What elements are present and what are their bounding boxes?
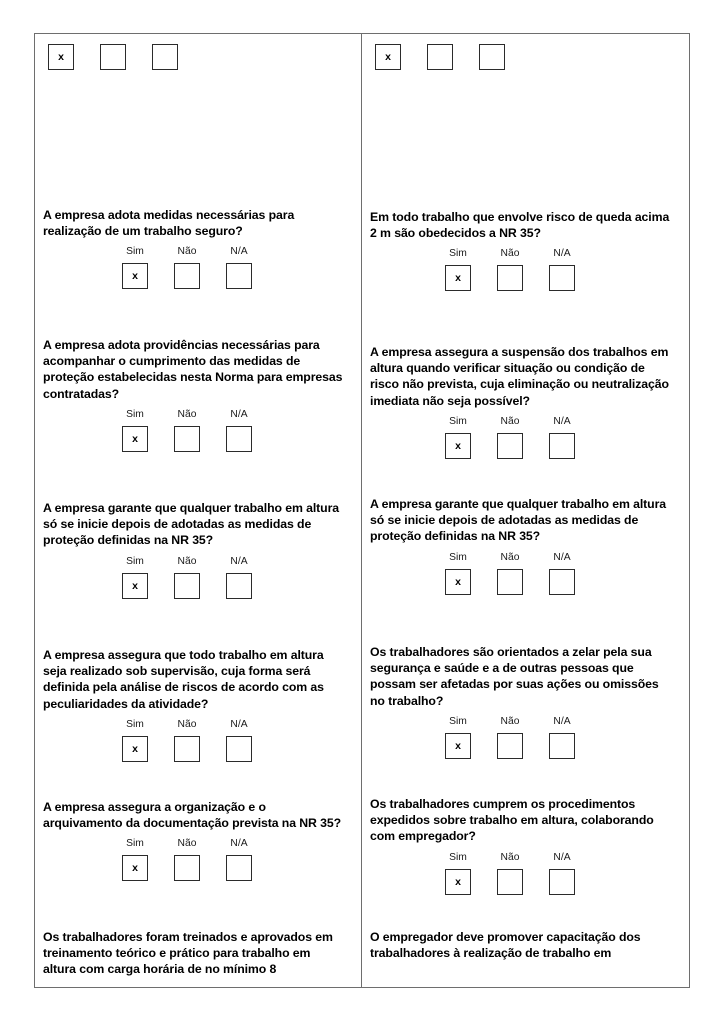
question-text: A empresa assegura a organização e o arquivamento da documentação prevista na NR 35? bbox=[43, 800, 342, 831]
checkbox-sim[interactable] bbox=[122, 736, 148, 762]
checkbox-nao[interactable] bbox=[174, 426, 200, 452]
question-text: A empresa adota medidas necessárias para realização de um trabalho seguro? bbox=[43, 208, 295, 239]
checklist-column-left bbox=[35, 34, 362, 987]
question-block-truncated bbox=[362, 929, 689, 961]
answer-cell-sim bbox=[432, 415, 484, 459]
checkbox-sim[interactable] bbox=[375, 44, 401, 70]
checkbox-nao[interactable] bbox=[174, 855, 200, 881]
question-block bbox=[35, 207, 361, 289]
checkbox-sim[interactable] bbox=[445, 433, 471, 459]
checkbox-mark: x bbox=[132, 270, 138, 283]
answer-label-sim: Sim bbox=[126, 718, 144, 730]
answer-cell-nao bbox=[87, 44, 139, 70]
checkbox-mark: x bbox=[455, 272, 461, 285]
question-block bbox=[362, 496, 689, 595]
question-block-truncated bbox=[35, 929, 361, 978]
answer-cell-sim bbox=[362, 44, 414, 70]
checklist-column-right bbox=[362, 34, 689, 987]
answer-cell-sim bbox=[432, 247, 484, 291]
answer-cell-sim bbox=[109, 555, 161, 599]
answer-label-nao: Não bbox=[177, 838, 197, 850]
answer-cell-na bbox=[536, 715, 588, 759]
question-block bbox=[35, 337, 361, 452]
answer-label-na: N/A bbox=[553, 248, 571, 260]
checkbox-mark: x bbox=[455, 875, 461, 888]
checkbox-nao[interactable] bbox=[497, 433, 523, 459]
checkbox-na[interactable] bbox=[549, 433, 575, 459]
checkbox-na[interactable] bbox=[152, 44, 178, 70]
answer-group bbox=[109, 245, 353, 289]
answer-label-nao: Não bbox=[500, 851, 520, 863]
answer-label-na: N/A bbox=[553, 715, 571, 727]
answer-label-na: N/A bbox=[230, 718, 248, 730]
question-text: A empresa garante que qualquer trabalho em altura só se inicie depois de adotadas as medidas de proteção definidas na NR 35? bbox=[370, 497, 667, 544]
question-text: Em todo trabalho que envolve risco de queda acima 2 m são obedecidos a NR 35? bbox=[370, 210, 670, 241]
checkbox-nao[interactable] bbox=[174, 573, 200, 599]
answer-cell-nao bbox=[161, 837, 213, 881]
answer-label-sim: Sim bbox=[126, 408, 144, 420]
answer-label-nao: Não bbox=[500, 415, 520, 427]
answer-label-na: N/A bbox=[230, 555, 248, 567]
question-block bbox=[362, 209, 689, 291]
checkbox-sim[interactable] bbox=[445, 265, 471, 291]
checkbox-nao[interactable] bbox=[497, 265, 523, 291]
checkbox-na[interactable] bbox=[226, 426, 252, 452]
checkbox-sim[interactable] bbox=[48, 44, 74, 70]
answer-label-na: N/A bbox=[230, 838, 248, 850]
checkbox-sim[interactable] bbox=[445, 869, 471, 895]
answer-group bbox=[432, 415, 681, 459]
answer-cell-nao bbox=[484, 247, 536, 291]
answer-cell-sim bbox=[432, 851, 484, 895]
answer-cell-na bbox=[213, 408, 265, 452]
answer-cell-na bbox=[139, 44, 191, 70]
question-block bbox=[362, 344, 689, 459]
checkbox-na[interactable] bbox=[226, 263, 252, 289]
answer-cell-na bbox=[536, 851, 588, 895]
question-block bbox=[35, 647, 361, 762]
answer-cell-na bbox=[536, 551, 588, 595]
answer-label-nao: Não bbox=[500, 551, 520, 563]
answer-group bbox=[109, 718, 353, 762]
answer-label-nao: Não bbox=[177, 408, 197, 420]
answer-cell-nao bbox=[161, 245, 213, 289]
answer-cell-nao bbox=[484, 415, 536, 459]
checkbox-mark: x bbox=[132, 579, 138, 592]
answer-label-sim: Sim bbox=[449, 415, 467, 427]
checkbox-mark: x bbox=[455, 439, 461, 452]
answer-label-na: N/A bbox=[553, 415, 571, 427]
answer-cell-sim bbox=[109, 837, 161, 881]
answer-cell-nao bbox=[484, 851, 536, 895]
answer-label-sim: Sim bbox=[449, 851, 467, 863]
answer-label-na: N/A bbox=[230, 246, 248, 258]
checkbox-sim[interactable] bbox=[122, 573, 148, 599]
checkbox-nao[interactable] bbox=[427, 44, 453, 70]
checkbox-sim[interactable] bbox=[122, 426, 148, 452]
answer-label-na: N/A bbox=[553, 551, 571, 563]
checkbox-nao[interactable] bbox=[100, 44, 126, 70]
checkbox-sim[interactable] bbox=[122, 855, 148, 881]
question-block bbox=[362, 644, 689, 759]
question-text: Os trabalhadores foram treinados e aprovados em treinamento teórico e prático para trabalho em altura com carga horária de no mínimo 8 bbox=[43, 930, 333, 977]
checkbox-nao[interactable] bbox=[174, 263, 200, 289]
question-block bbox=[362, 796, 689, 895]
answer-cell-na bbox=[213, 245, 265, 289]
answer-cell-sim bbox=[109, 408, 161, 452]
answer-cell-sim bbox=[109, 718, 161, 762]
answer-label-na: N/A bbox=[230, 408, 248, 420]
answer-group bbox=[432, 247, 681, 291]
checkbox-mark: x bbox=[455, 575, 461, 588]
answer-group bbox=[109, 555, 353, 599]
checkbox-na[interactable] bbox=[549, 869, 575, 895]
checkbox-mark: x bbox=[385, 50, 391, 63]
checkbox-na[interactable] bbox=[549, 265, 575, 291]
answer-label-nao: Não bbox=[177, 718, 197, 730]
question-text: A empresa adota providências necessárias para acompanhar o cumprimento das medidas de proteção estabelecidas nesta Norma para empresas contratadas? bbox=[43, 338, 343, 401]
answer-label-sim: Sim bbox=[126, 838, 144, 850]
checkbox-nao[interactable] bbox=[497, 569, 523, 595]
answer-cell-na bbox=[213, 555, 265, 599]
answer-cell-sim bbox=[432, 715, 484, 759]
checkbox-sim[interactable] bbox=[445, 733, 471, 759]
answer-cell-sim bbox=[432, 551, 484, 595]
answer-cell-nao bbox=[161, 408, 213, 452]
checkbox-mark: x bbox=[132, 432, 138, 445]
answer-label-na: N/A bbox=[553, 851, 571, 863]
answer-group bbox=[35, 44, 361, 70]
checkbox-mark: x bbox=[455, 739, 461, 752]
answer-label-sim: Sim bbox=[126, 246, 144, 258]
question-block bbox=[35, 799, 361, 881]
answer-group bbox=[109, 837, 353, 881]
answer-group bbox=[362, 44, 689, 70]
answer-cell-nao bbox=[484, 551, 536, 595]
answer-cell-na bbox=[213, 837, 265, 881]
question-text: A empresa assegura que todo trabalho em altura seja realizado sob supervisão, cuja forma será definida pela análise de riscos de acordo com as peculiaridades da atividade? bbox=[43, 648, 324, 711]
checkbox-mark: x bbox=[132, 742, 138, 755]
checkbox-na[interactable] bbox=[549, 733, 575, 759]
answer-cell-nao bbox=[161, 718, 213, 762]
answer-cell-na bbox=[466, 44, 518, 70]
answer-cell-nao bbox=[161, 555, 213, 599]
answer-label-sim: Sim bbox=[126, 555, 144, 567]
answer-cell-na bbox=[536, 247, 588, 291]
answer-group bbox=[109, 408, 353, 452]
answer-label-nao: Não bbox=[177, 555, 197, 567]
checkbox-na[interactable] bbox=[226, 573, 252, 599]
answer-label-sim: Sim bbox=[449, 248, 467, 260]
checkbox-mark: x bbox=[58, 50, 64, 63]
checkbox-na[interactable] bbox=[479, 44, 505, 70]
answer-label-nao: Não bbox=[500, 248, 520, 260]
left-top-partial-answer-row bbox=[35, 44, 361, 88]
answer-label-sim: Sim bbox=[449, 715, 467, 727]
checklist-page-frame bbox=[34, 33, 690, 988]
answer-cell-sim bbox=[109, 245, 161, 289]
checkbox-sim[interactable] bbox=[445, 569, 471, 595]
question-text: A empresa assegura a suspensão dos trabalhos em altura quando verificar situação ou condição de risco não prevista, cuja eliminação ou neutralização imediata não seja possível? bbox=[370, 345, 669, 408]
checkbox-na[interactable] bbox=[226, 736, 252, 762]
answer-cell-nao bbox=[484, 715, 536, 759]
answer-label-sim: Sim bbox=[449, 551, 467, 563]
right-top-partial-answer-row bbox=[362, 44, 689, 88]
question-block bbox=[35, 500, 361, 599]
checkbox-na[interactable] bbox=[549, 569, 575, 595]
answer-group bbox=[432, 851, 681, 895]
answer-cell-sim bbox=[35, 44, 87, 70]
answer-cell-nao bbox=[414, 44, 466, 70]
checkbox-nao[interactable] bbox=[497, 733, 523, 759]
answer-label-nao: Não bbox=[500, 715, 520, 727]
checkbox-na[interactable] bbox=[226, 855, 252, 881]
question-text: A empresa garante que qualquer trabalho em altura só se inicie depois de adotadas as medidas de proteção definidas na NR 35? bbox=[43, 501, 340, 548]
question-text: Os trabalhadores são orientados a zelar pela sua segurança e saúde e a de outras pessoas que possam ser afetadas por suas ações ou omissões no trabalho? bbox=[370, 645, 659, 708]
checkbox-sim[interactable] bbox=[122, 263, 148, 289]
checkbox-nao[interactable] bbox=[497, 869, 523, 895]
question-text: Os trabalhadores cumprem os procedimentos expedidos sobre trabalho em altura, colaborando com empregador? bbox=[370, 797, 654, 844]
answer-label-nao: Não bbox=[177, 246, 197, 258]
answer-group bbox=[432, 551, 681, 595]
answer-cell-na bbox=[536, 415, 588, 459]
question-text: O empregador deve promover capacitação dos trabalhadores à realização de trabalho em bbox=[370, 930, 641, 961]
checkbox-mark: x bbox=[132, 862, 138, 875]
answer-group bbox=[432, 715, 681, 759]
answer-cell-na bbox=[213, 718, 265, 762]
checkbox-nao[interactable] bbox=[174, 736, 200, 762]
